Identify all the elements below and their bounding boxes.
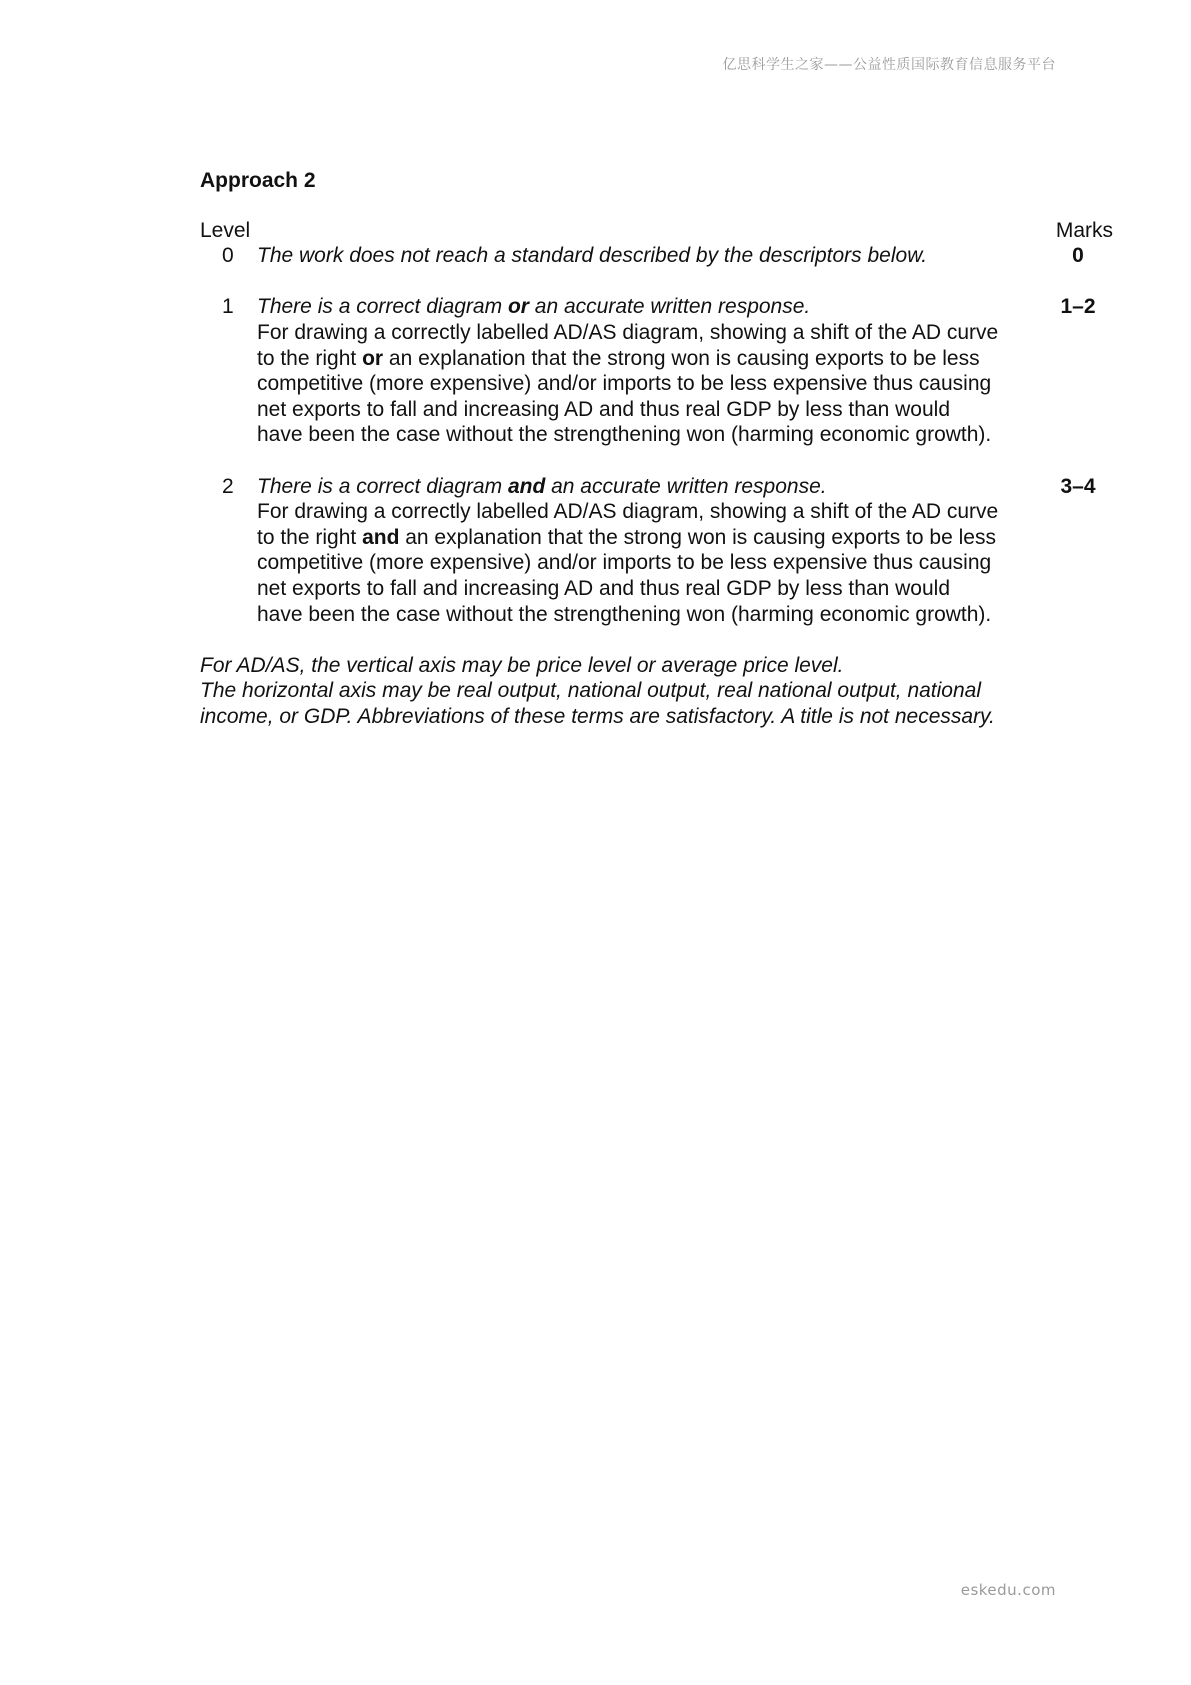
- level-marks: 3–4: [1060, 474, 1096, 498]
- detail-text: For drawing a correctly labelled AD/AS diagram, showing a shift of the AD curve to the right: [257, 320, 999, 370]
- table-header: [200, 218, 1113, 244]
- spacer: [200, 269, 1118, 295]
- level-marks: 0: [1072, 244, 1084, 268]
- level-marks: 1–2: [1060, 295, 1096, 319]
- footnote-line: The horizontal axis may be real output, national output, real national output, national income, or GDP. Abbreviations of these terms are satisfactory. A title is not necessary.: [200, 679, 995, 728]
- watermark-top-text: 亿思科学生之家——公益性质国际教育信息服务平台: [722, 57, 1056, 73]
- descriptor-text: There is a correct diagram: [257, 295, 508, 319]
- approach-title: Approach 2: [200, 169, 316, 192]
- watermark-bottom-text: eskedu.com: [960, 1581, 1056, 1599]
- level-row-1: [200, 294, 1118, 448]
- detail-emphasis: or: [362, 346, 384, 370]
- detail-text: an explanation that the strong won is causing exports to be less competitive (more expensive) and/or imports to be less expensive thus causing net exports to fall and increasing AD and thus real GDP by less than would have been the case without the strengthening won (harming economic growth).: [257, 346, 992, 447]
- axis-footnote: [200, 653, 1000, 730]
- footnote-line: For AD/AS, the vertical axis may be price level or average price level.: [200, 653, 844, 677]
- descriptor-text: There is a correct diagram: [257, 474, 508, 498]
- level-descriptor-block: [257, 294, 999, 448]
- level-number: 2: [222, 474, 234, 498]
- descriptor-emphasis: or: [507, 295, 529, 319]
- detail-text: an explanation that the strong won is causing exports to be less competitive (more expensive) and/or imports to be less expensive thus causing net exports to fall and increasing AD and thus real GDP by less than would have been the case without the strengthening won (harming economic growth).: [257, 525, 996, 626]
- descriptor-emphasis: and: [507, 474, 546, 498]
- level-number: 0: [222, 244, 234, 268]
- detail-text: For drawing a correctly labelled AD/AS diagram, showing a shift of the AD curve to the right: [257, 500, 999, 549]
- markscheme-content: [200, 168, 1118, 729]
- descriptor-text: an accurate written response.: [545, 474, 827, 498]
- spacer: [200, 448, 1118, 474]
- level-detail: [257, 320, 999, 448]
- level-descriptor: [257, 294, 999, 320]
- level-number: 1: [222, 295, 234, 319]
- level-header: Level: [200, 218, 251, 242]
- level-detail: [257, 499, 999, 627]
- level-descriptor: [257, 474, 999, 500]
- spacer: [200, 627, 1118, 653]
- marks-header: Marks: [1055, 218, 1113, 242]
- level-row-2: [200, 474, 1118, 628]
- descriptor-text: an accurate written response.: [528, 295, 811, 319]
- level-row-0: [200, 243, 1118, 269]
- detail-emphasis: and: [362, 525, 400, 549]
- level-descriptor: The work does not reach a standard described by the descriptors below.: [257, 244, 928, 268]
- level-descriptor-block: [257, 474, 999, 628]
